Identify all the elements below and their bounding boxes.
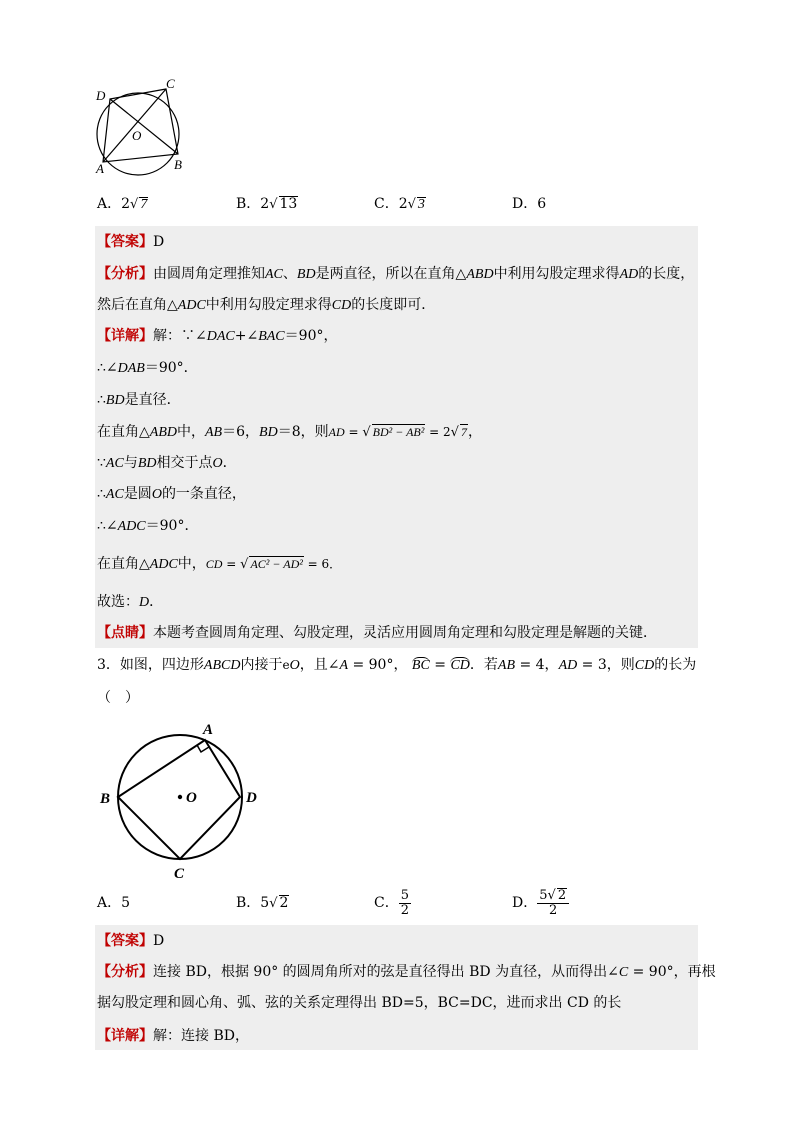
q3-detail: 【详解】解：连接 BD，: [97, 1028, 249, 1044]
fig1-diagonal-bd: [110, 99, 178, 154]
q2-detail-step-6: ∴AC是圆O的一条直径，: [97, 486, 246, 502]
q2-detail-step-7: ∴∠ADC＝90°．: [97, 518, 199, 534]
q3-option-d: D． $\frac{5√ 2}{2}$: [512, 885, 569, 921]
q3-option-b: B．5√ 2: [236, 895, 289, 911]
figure-2-circle-quadrilateral: [98, 712, 273, 882]
q2-comment: 【点睛】本题考查圆周角定理、勾股定理，灵活应用圆周角定理和勾股定理是解题的关键．: [97, 625, 657, 641]
q3-analysis-line-2: 据勾股定理和圆心角、弧、弦的关系定理得出 BD=5，BC=DC，进而求出 CD 的长: [97, 995, 622, 1011]
q2-analysis-line-2: 然后在直角△ADC中利用勾股定理求得CD的长度即可．: [97, 297, 436, 313]
fig2-center-dot: [178, 795, 182, 799]
q3-option-a: A．5: [97, 895, 131, 911]
fig1-label-a: A: [96, 161, 104, 176]
q2-detail-step-3: ∴BD是直径．: [97, 392, 181, 408]
q3-answer: 【答案】D: [97, 933, 165, 949]
q2-detail-step-2: ∴∠DAB＝90°．: [97, 360, 198, 376]
figure-1-circle-quadrilateral: [88, 74, 208, 180]
fig2-label-o: O: [186, 790, 197, 806]
q2-detail-step-1: 【详解】解：∵∠DAC+∠BAC＝90°，: [97, 328, 338, 344]
q2-answer: 【答案】D: [97, 234, 165, 250]
fig2-right-angle-mark: [197, 745, 209, 752]
fig2-label-a: A: [203, 722, 214, 738]
q2-option-b: B．2√ 13: [236, 196, 298, 212]
q3-question-line-1: 3．如图，四边形ABCD内接于eO，且∠A = 90°， BC = CD．若AB = 4，AD = 3，则CD的长为: [97, 657, 697, 673]
fig1-label-b: B: [174, 157, 182, 172]
fig1-label-d: D: [96, 88, 106, 103]
q3-question-line-2: （ ）: [97, 690, 139, 706]
q2-detail-step-5: ∵AC与BD相交于点O．: [97, 455, 237, 471]
q3-option-c: C． $\frac{5}{2}$: [374, 887, 409, 918]
q2-detail-step-4: 在直角△ABD中，AB＝6，BD＝8，则AD = √ BD² − AB² = 2√ 7，: [97, 424, 482, 440]
q3-analysis-line-1: 【分析】连接 BD，根据 90° 的圆周角所对的弦是直径得出 BD 为直径，从而得出∠C = 90°，再根: [97, 964, 716, 980]
q2-analysis-line-1: 【分析】由圆周角定理推知AC、BD是两直径，所以在直角△ABD中利用勾股定理求得AD的长度，: [97, 266, 695, 282]
q2-option-a: A．2√ 7: [97, 196, 148, 212]
fig1-label-c: C: [166, 76, 175, 91]
q2-option-d: D．6: [512, 196, 547, 212]
fig2-label-c: C: [174, 866, 185, 882]
fig2-label-d: D: [246, 790, 257, 806]
q2-detail-step-8: 在直角△ADC中，CD = √ AC² − AD² = 6．: [97, 556, 342, 572]
fig1-diagonal-ac: [103, 89, 166, 162]
fig2-label-b: B: [100, 791, 111, 807]
q2-option-c: C．2√ 3: [374, 196, 425, 212]
q2-detail-step-9: 故选：D．: [97, 594, 164, 610]
fig1-label-o: O: [132, 128, 142, 143]
